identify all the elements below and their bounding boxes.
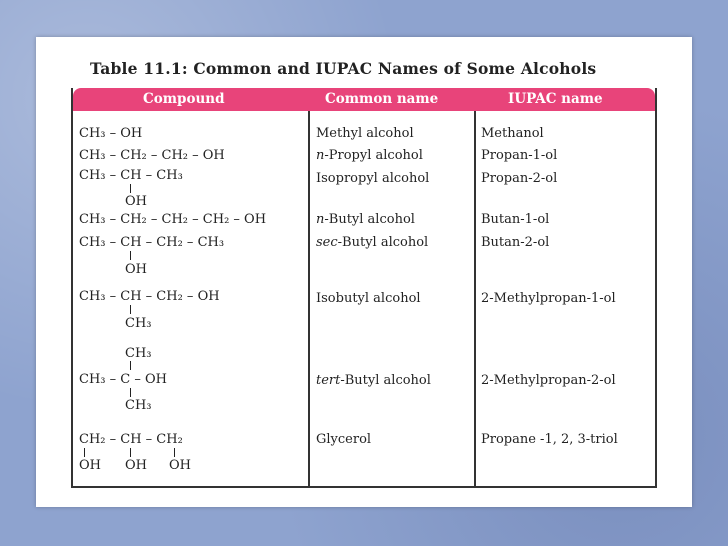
row-2-iupac-name: Propan-1-ol bbox=[481, 148, 558, 163]
row-8-formula: CH₂ – CH – CH₂ bbox=[79, 432, 183, 447]
row-8-bond-3 bbox=[174, 448, 175, 457]
header-iupac-name: IUPAC name bbox=[508, 91, 603, 107]
row-1-common-name: Methyl alcohol bbox=[316, 126, 414, 141]
row-5-iupac-name: Butan-2-ol bbox=[481, 235, 550, 250]
row-7-bond-bottom bbox=[130, 388, 131, 397]
row-3-common-name: Isopropyl alcohol bbox=[316, 171, 430, 186]
row-6-iupac-name: 2-Methylpropan-1-ol bbox=[481, 291, 616, 306]
row-7-common-name: tert-Butyl alcohol bbox=[316, 373, 431, 388]
row-3-formula-branch: OH bbox=[125, 194, 147, 209]
row-5-formula: CH₃ – CH – CH₂ – CH₃ bbox=[79, 235, 225, 250]
row-6-formula: CH₃ – CH – CH₂ – OH bbox=[79, 289, 220, 304]
row-3-bond bbox=[130, 184, 131, 193]
row-5-common-name: sec-Butyl alcohol bbox=[316, 235, 429, 250]
column-divider bbox=[474, 111, 476, 486]
row-7-formula-branch: CH₃ bbox=[125, 398, 152, 413]
row-4-common-name: n-Butyl alcohol bbox=[316, 212, 415, 227]
row-6-bond bbox=[130, 305, 131, 314]
table-title: Table 11.1: Common and IUPAC Names of Some Alcohols bbox=[90, 59, 597, 78]
row-5-bond bbox=[130, 251, 131, 260]
row-6-formula-branch: CH₃ bbox=[125, 316, 152, 331]
row-8-formula-branch-3: OH bbox=[169, 458, 191, 473]
row-7-iupac-name: 2-Methylpropan-2-ol bbox=[481, 373, 616, 388]
row-7-formula-top: CH₃ bbox=[125, 346, 152, 361]
row-1-iupac-name: Methanol bbox=[481, 126, 544, 141]
row-2-common-name: n-Propyl alcohol bbox=[316, 148, 423, 163]
row-4-iupac-name: Butan-1-ol bbox=[481, 212, 550, 227]
row-1-formula: CH₃ – OH bbox=[79, 126, 143, 141]
row-2-formula: CH₃ – CH₂ – CH₂ – OH bbox=[79, 148, 225, 163]
row-8-common-name: Glycerol bbox=[316, 432, 372, 447]
row-7-bond-top bbox=[130, 361, 131, 370]
row-5-formula-branch: OH bbox=[125, 262, 147, 277]
header-common-name: Common name bbox=[325, 91, 439, 107]
row-8-formula-branch-2: OH bbox=[125, 458, 147, 473]
slide bbox=[36, 37, 692, 507]
row-8-iupac-name: Propane -1, 2, 3-triol bbox=[481, 432, 618, 447]
table-header-row bbox=[73, 88, 655, 111]
row-3-iupac-name: Propan-2-ol bbox=[481, 171, 558, 186]
row-7-formula: CH₃ – C – OH bbox=[79, 372, 167, 387]
row-8-formula-branch-1: OH bbox=[79, 458, 101, 473]
row-4-formula: CH₃ – CH₂ – CH₂ – CH₂ – OH bbox=[79, 212, 267, 227]
row-6-common-name: Isobutyl alcohol bbox=[316, 291, 421, 306]
row-8-bond-1 bbox=[84, 448, 85, 457]
alcohols-table bbox=[71, 88, 657, 488]
header-compound: Compound bbox=[143, 91, 225, 107]
row-8-bond-2 bbox=[130, 448, 131, 457]
column-divider bbox=[308, 111, 310, 486]
row-3-formula: CH₃ – CH – CH₃ bbox=[79, 168, 183, 183]
